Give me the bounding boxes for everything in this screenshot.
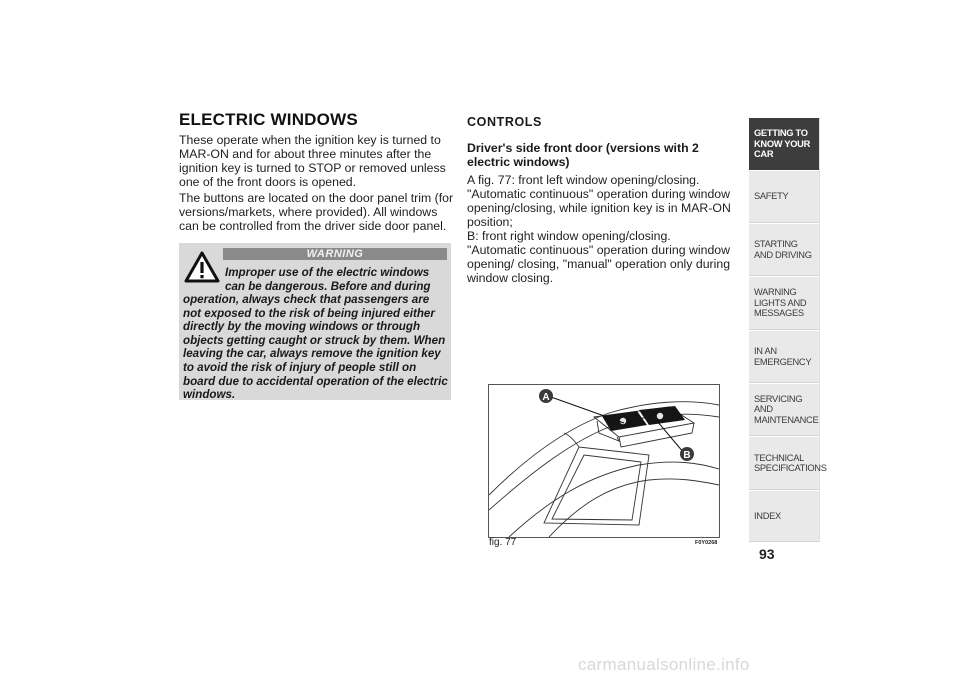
warning-triangle-icon xyxy=(184,251,220,283)
tab-label: GETTING TO KNOW YOUR CAR xyxy=(754,128,811,160)
tab-label: STARTING AND DRIVING xyxy=(754,239,812,260)
tab-label: SERVICING AND MAINTENANCE xyxy=(754,393,819,425)
tab-label: SAFETY xyxy=(754,191,789,202)
location-paragraph: The buttons are located on the door panel trim (for versions/markets, where provided). All windows can be controlled from the driver side door panel. xyxy=(179,191,454,233)
controls-subheading: Driver's side front door (versions with 2 electric windows) xyxy=(467,141,699,169)
control-a-description: A fig. 77: front left window opening/closing. "Automatic continuous" operation during window opening/closing, while ignition key is in MAR-ON position; xyxy=(467,173,731,229)
warning-text-intro: Improper use of the electric windows can be dangerous. Before and during xyxy=(225,266,431,293)
tab-label: TECHNICAL SPECIFICATIONS xyxy=(754,452,827,473)
figure-door-panel xyxy=(488,384,720,538)
tab-warning-lights-and-messages[interactable] xyxy=(749,277,819,330)
intro-paragraph: These operate when the ignition key is turned to MAR-ON and for about three minutes after the ignition key is turned to STOP or removed unless one of the front doors is opened. xyxy=(179,133,446,189)
figure-code: F0Y0268 xyxy=(695,540,718,546)
warning-text-body: operation, always check that passengers are not exposed to the risk of being injured either directly by the moving windows or through objects getting caught or struck by them. When leaving the car, always remove the ignition key to avoid the risk of injury of people still on board due to accidental operation of the electric windows. xyxy=(183,293,448,402)
door-panel-illustration xyxy=(489,385,719,537)
tab-technical-specifications[interactable] xyxy=(749,437,827,490)
watermark: carmanualsonline.info xyxy=(578,655,750,674)
tab-safety[interactable] xyxy=(749,171,819,223)
tab-label: INDEX xyxy=(754,510,781,521)
warning-heading: WARNING xyxy=(223,248,447,260)
tab-in-an-emergency[interactable] xyxy=(749,331,819,383)
tab-starting-and-driving[interactable] xyxy=(749,224,819,276)
callout-a xyxy=(539,389,553,403)
section-title: ELECTRIC WINDOWS xyxy=(179,110,358,129)
control-b-description: B: front right window opening/closing. "Automatic continuous" operation during window opening/ closing, "manual" operation only during window closing. xyxy=(467,229,731,285)
tab-label: IN AN EMERGENCY xyxy=(754,346,812,367)
figure-label: fig. 77 xyxy=(489,537,517,548)
callout-b xyxy=(680,447,694,461)
tab-index[interactable] xyxy=(749,491,819,542)
tab-label: WARNING LIGHTS AND MESSAGES xyxy=(754,287,807,319)
svg-text:A: A xyxy=(542,392,550,403)
svg-text:B: B xyxy=(683,450,691,461)
tab-getting-to-know-your-car[interactable] xyxy=(749,118,819,170)
tab-servicing-and-maintenance[interactable] xyxy=(749,384,819,436)
page-number: 93 xyxy=(759,546,775,562)
controls-heading: CONTROLS xyxy=(467,115,542,129)
sidebar-divider xyxy=(819,118,820,542)
